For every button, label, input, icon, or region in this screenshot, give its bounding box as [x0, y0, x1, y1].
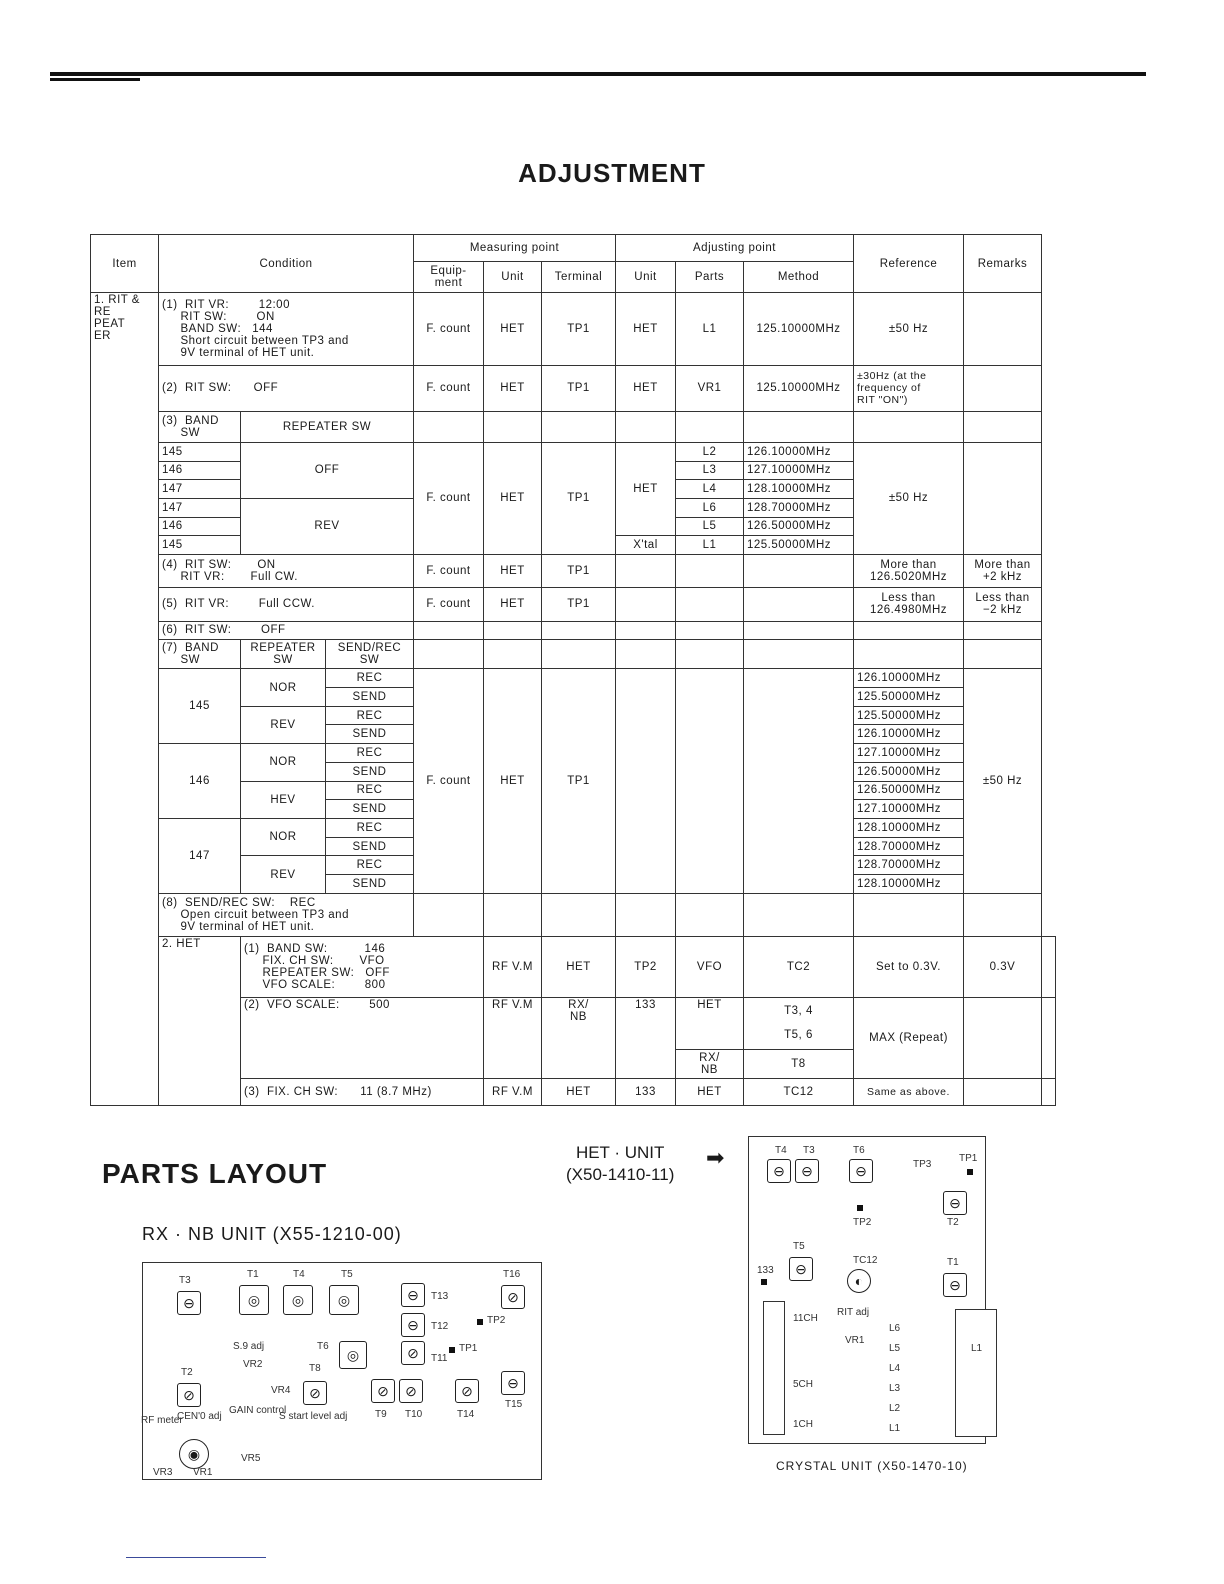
label: T4 [775, 1145, 787, 1156]
col-measuring: Measuring point [414, 235, 616, 262]
cell: REC [326, 818, 414, 837]
col-adj-unit: Unit [616, 262, 676, 293]
cell: REV [241, 706, 326, 743]
cell: 125.50000MHz [854, 706, 964, 725]
cell: 128.70000MHz [744, 498, 854, 517]
cell: REC [326, 744, 414, 763]
col-equipment: Equip- ment [414, 262, 484, 293]
cell: 128.10000MHz [854, 875, 964, 894]
cell: 126.10000MHz [854, 725, 964, 744]
cell: SEND [326, 762, 414, 781]
cell: 125.10000MHz [744, 365, 854, 411]
test-point-icon [857, 1205, 863, 1211]
cell: SEND [326, 837, 414, 856]
cell: 147 [159, 498, 241, 517]
label: T5 [793, 1241, 805, 1252]
condition: (1) RIT VR: 12:00 RIT SW: ON BAND SW: 144 Short circuit between TP3 and 9V terminal of HET unit. [159, 293, 414, 366]
label: TP1 [959, 1153, 978, 1164]
coil-icon: ⊖ [795, 1159, 819, 1183]
coil-icon: ⊘ [371, 1379, 395, 1403]
cell: T8 [744, 1049, 854, 1078]
coil-icon: ⊘ [455, 1379, 479, 1403]
cell: HET [484, 293, 542, 366]
label: VR1 [845, 1335, 865, 1346]
label: S.9 adj [233, 1341, 265, 1352]
cell: 128.10000MHz [854, 818, 964, 837]
cell: OFF [241, 442, 414, 498]
condition: (6) RIT SW: OFF [159, 621, 414, 640]
potentiometer-icon: ◉ [179, 1439, 209, 1469]
crystal-unit-label: CRYSTAL UNIT (X50-1470-10) [776, 1459, 968, 1473]
cell: REC [326, 706, 414, 725]
label: T4 [293, 1269, 305, 1280]
col-remarks: Remarks [964, 235, 1042, 293]
cell: RF V.M [484, 937, 542, 997]
cell: HET [484, 442, 542, 554]
crystal-board [763, 1301, 785, 1435]
coil-icon: ⊖ [767, 1159, 791, 1183]
label: 5CH [793, 1379, 814, 1390]
condition: (2) RIT SW: OFF [159, 365, 414, 411]
col-reference: Reference [854, 235, 964, 293]
label: L6 [889, 1323, 901, 1334]
coil-icon: ◎ [339, 1341, 367, 1369]
cell: 146 [159, 517, 241, 536]
page-title: ADJUSTMENT [518, 158, 706, 188]
cell: 147 [159, 818, 241, 893]
cell: VR1 [676, 365, 744, 411]
cell: 126.50000MHz [854, 762, 964, 781]
cell: 128.10000MHz [744, 480, 854, 499]
cell: NOR [241, 818, 326, 855]
condition: REPEATER SW [241, 640, 326, 669]
het-unit-label: HET · UNIT (X50-1410-11) [566, 1143, 675, 1184]
label: VR3 [153, 1467, 173, 1478]
cell: REV [241, 856, 326, 893]
cell: TP1 [542, 669, 616, 893]
cell: 126.50000MHz [854, 781, 964, 800]
col-condition: Condition [159, 235, 414, 293]
cell: HET [484, 365, 542, 411]
cell: 126.10000MHz [744, 442, 854, 461]
cell: F. count [414, 588, 484, 621]
cell: 127.10000MHz [744, 461, 854, 480]
label: T11 [431, 1353, 448, 1364]
label: T8 [309, 1363, 321, 1374]
cell: TP1 [542, 555, 616, 588]
cell: 133 [616, 1078, 676, 1105]
label: 11CH [793, 1313, 818, 1324]
cell: 128.70000MHz [854, 856, 964, 875]
cell: NOR [241, 669, 326, 706]
cell: TP2 [616, 937, 676, 997]
condition: (8) SEND/REC SW: REC Open circuit between TP3 and 9V terminal of HET unit. [159, 893, 414, 937]
coil-icon: ⊘ [501, 1285, 525, 1309]
test-point-icon [477, 1319, 483, 1325]
cell: Set to 0.3V. [854, 937, 964, 997]
cell: REC [326, 781, 414, 800]
label: S start level adj [279, 1411, 348, 1422]
parts-layout-title: PARTS LAYOUT [102, 1158, 328, 1189]
cell: 147 [159, 480, 241, 499]
label: T10 [405, 1409, 423, 1420]
condition: (5) RIT VR: Full CCW. [159, 588, 414, 621]
label: T2 [947, 1217, 959, 1228]
cell: 133 [616, 997, 676, 1078]
cell: RX/ NB [542, 997, 616, 1078]
condition: REPEATER SW [241, 411, 414, 442]
cell: SEND [326, 725, 414, 744]
cell: F. count [414, 669, 484, 893]
label: T9 [375, 1409, 387, 1420]
cell: 128.70000MHz [854, 837, 964, 856]
cell: HET [484, 588, 542, 621]
cell: HET [484, 669, 542, 893]
cell: HET [616, 442, 676, 536]
cell: 146 [159, 744, 241, 819]
condition: SEND/REC SW [326, 640, 414, 669]
col-adjusting: Adjusting point [616, 235, 854, 262]
label: T16 [503, 1269, 521, 1280]
cell: TP1 [542, 588, 616, 621]
cell: T3, 4 T5, 6 [744, 997, 854, 1049]
cell: REV [241, 498, 414, 554]
transformer-icon: ⊖ [177, 1291, 201, 1315]
cell: More than 126.5020MHz [854, 555, 964, 588]
label: VR1 [193, 1467, 213, 1478]
cell: ±50 Hz [854, 442, 964, 554]
cell: L5 [676, 517, 744, 536]
cell: MAX (Repeat) [854, 997, 964, 1078]
cell: L3 [676, 461, 744, 480]
cell: 145 [159, 536, 241, 555]
label: L5 [889, 1343, 901, 1354]
cell: NOR [241, 744, 326, 781]
cell: ±50 Hz [854, 293, 964, 366]
cell: HET [542, 1078, 616, 1105]
cell: 126.50000MHz [744, 517, 854, 536]
cell: TP1 [542, 365, 616, 411]
label: T15 [505, 1399, 523, 1410]
cell: HET [676, 997, 744, 1049]
cell: REC [326, 856, 414, 875]
cell: F. count [414, 293, 484, 366]
cell: L4 [676, 480, 744, 499]
cell: Same as above. [854, 1078, 964, 1105]
cell: X'tal [616, 536, 676, 555]
cell: RF V.M [484, 1078, 542, 1105]
cell: F. count [414, 442, 484, 554]
label: 133 [757, 1265, 774, 1276]
cell: L6 [676, 498, 744, 517]
condition: (2) VFO SCALE: 500 [241, 997, 484, 1078]
coil-icon: ⊘ [399, 1379, 423, 1403]
label: T12 [431, 1321, 449, 1332]
cell: F. count [414, 365, 484, 411]
condition: (4) RIT SW: ON RIT VR: Full CW. [159, 555, 414, 588]
cell: VFO [676, 937, 744, 997]
label: L3 [889, 1383, 901, 1394]
cell: 127.10000MHz [854, 800, 964, 819]
cell: 145 [159, 442, 241, 461]
col-unit: Unit [484, 262, 542, 293]
cell: 146 [159, 461, 241, 480]
condition: (3) BAND SW [159, 411, 241, 442]
cell: 125.50000MHz [744, 536, 854, 555]
label: TC12 [853, 1255, 878, 1266]
top-rule [50, 72, 1146, 76]
coil-icon: ⊖ [849, 1159, 873, 1183]
coil-icon: ⊖ [943, 1191, 967, 1215]
label: TP3 [913, 1159, 932, 1170]
item-het: 2. HET [159, 937, 241, 1106]
cell: ±50 Hz [964, 669, 1042, 893]
cell: SEND [326, 688, 414, 707]
label: L2 [889, 1403, 901, 1414]
arrow-right-icon: ➡ [706, 1145, 725, 1170]
cell: TP1 [542, 442, 616, 554]
coil-icon: ⊖ [501, 1371, 525, 1395]
label: VR4 [271, 1385, 291, 1396]
coil-icon: ⊖ [401, 1283, 425, 1307]
condition: (7) BAND SW [159, 640, 241, 669]
cell: 0.3V [964, 937, 1042, 997]
cell: TC2 [744, 937, 854, 997]
label: T14 [457, 1409, 475, 1420]
l1-board [955, 1309, 997, 1437]
cell: HET [676, 1078, 744, 1105]
coil-icon: ⊘ [303, 1381, 327, 1405]
coil-icon: ◎ [239, 1285, 269, 1315]
label: TP2 [853, 1217, 872, 1228]
label: T6 [317, 1341, 329, 1352]
cell: 145 [159, 669, 241, 744]
label: L4 [889, 1363, 901, 1374]
condition: (1) BAND SW: 146 FIX. CH SW: VFO REPEATER SW: OFF VFO SCALE: 800 [241, 937, 484, 997]
label: VR5 [241, 1453, 261, 1464]
cell: L1 [676, 293, 744, 366]
cell: 125.50000MHz [854, 688, 964, 707]
adjustment-table [90, 234, 1056, 1106]
test-point-icon [967, 1169, 973, 1175]
label: T3 [803, 1145, 815, 1156]
trimmer-capacitor-icon: ◐ [847, 1269, 871, 1293]
rxnb-board [142, 1262, 542, 1480]
label: RF meter [141, 1415, 183, 1426]
cell: L2 [676, 442, 744, 461]
coil-icon: ⊖ [943, 1273, 967, 1297]
label: T1 [247, 1269, 259, 1280]
label: VR2 [243, 1359, 263, 1370]
label: GAIN control [229, 1405, 287, 1416]
cell: TC12 [744, 1078, 854, 1105]
col-method: Method [744, 262, 854, 293]
cell: ±30Hz (at the frequency of RIT "ON") [854, 365, 964, 411]
label: T6 [853, 1145, 865, 1156]
cell: 125.10000MHz [744, 293, 854, 366]
coil-icon: ⊘ [401, 1341, 425, 1365]
het-board [748, 1136, 986, 1444]
test-point-icon [761, 1279, 767, 1285]
cell: RX/ NB [676, 1049, 744, 1078]
label: T3 [179, 1275, 191, 1286]
cell: HET [616, 365, 676, 411]
transformer-icon: ⊘ [177, 1383, 201, 1407]
cell: 126.10000MHz [854, 669, 964, 688]
cell: Less than 126.4980MHz [854, 588, 964, 621]
cell: L1 [676, 536, 744, 555]
cell: HEV [241, 781, 326, 818]
label: T1 [947, 1257, 959, 1268]
cell: More than +2 kHz [964, 555, 1042, 588]
label: L1 [971, 1343, 983, 1354]
cell: HET [484, 555, 542, 588]
condition: (3) FIX. CH SW: 11 (8.7 MHz) [241, 1078, 484, 1105]
cell: HET [542, 937, 616, 997]
cell: 127.10000MHz [854, 744, 964, 763]
cell: RF V.M [484, 997, 542, 1078]
label: T5 [341, 1269, 353, 1280]
cell: HET [616, 293, 676, 366]
cell: SEND [326, 800, 414, 819]
label: L1 [889, 1423, 901, 1434]
item-rit-repeater: 1. RIT & RE PEAT ER [91, 293, 159, 1106]
label: T2 [181, 1367, 193, 1378]
label: TP2 [487, 1315, 506, 1326]
label: CEN'0 adj [177, 1411, 222, 1422]
coil-icon: ⊖ [401, 1313, 425, 1337]
label: TP1 [459, 1343, 478, 1354]
coil-icon: ◎ [329, 1285, 359, 1315]
col-item: Item [91, 235, 159, 293]
cell: TP1 [542, 293, 616, 366]
cell: SEND [326, 875, 414, 894]
label: T13 [431, 1291, 449, 1302]
footer-line [126, 1557, 266, 1558]
test-point-icon [449, 1347, 455, 1353]
label: RIT adj [837, 1307, 870, 1318]
rxnb-unit-label: RX · NB UNIT (X55-1210-00) [142, 1224, 402, 1244]
label: 1CH [793, 1419, 814, 1430]
cell: Less than −2 kHz [964, 588, 1042, 621]
col-terminal: Terminal [542, 262, 616, 293]
cell: F. count [414, 555, 484, 588]
cell: REC [326, 669, 414, 688]
col-parts: Parts [676, 262, 744, 293]
top-rule-accent [50, 78, 140, 81]
coil-icon: ◎ [283, 1285, 313, 1315]
coil-icon: ⊖ [789, 1257, 813, 1281]
